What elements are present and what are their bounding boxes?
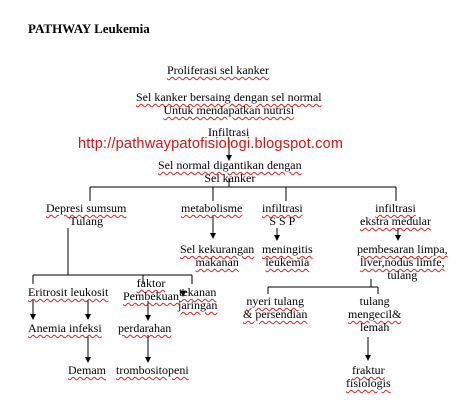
node-eritrosit [28,286,108,299]
node-sel-kekurangan-line-2: makanan [195,255,239,269]
node-bersaing-line-1: Sel kanker bersaing dengan sel normal [136,90,322,104]
node-infiltrasi-ekstra-line-2: ekstra medular [360,214,431,228]
node-fraktur-line-1: fraktur [352,363,385,377]
node-infiltrasi-ssp-line-2: S S P [269,214,296,228]
node-faktor [123,277,179,303]
node-demam [68,364,106,377]
node-metabolisme-line-1: metabolisme [181,201,243,215]
node-fraktur [346,364,391,390]
node-faktor-line-1: faktor [136,276,166,290]
node-infiltrasi-ekstra [360,202,431,228]
node-infiltrasi-ekstra-line-1: infiltrasi [375,201,416,215]
node-proliferasi-line-1: Proliferasi sel kanker [167,63,269,77]
node-tulang-mengecil-line-3: lemah [360,320,390,334]
node-tekanan [178,286,217,312]
node-pembesaran-line-1: pembesaran limpa, [357,242,448,256]
node-infiltrasi-ssp-line-1: infiltrasi [262,201,303,215]
node-demam-line-1: Demam [68,363,106,377]
node-pembesaran [357,243,448,282]
node-trombositopeni-line-1: trombositopeni [116,363,189,377]
node-pembesaran-line-3: tulang [387,268,418,282]
node-fraktur-line-2: fisiologis [346,376,391,390]
node-tekanan-line-2: jaringan [178,298,218,312]
node-sel-kekurangan-line-1: Sel kekurangan [180,242,255,256]
node-meningitis-line-2: leukemia [265,255,310,269]
node-sel-normal [158,159,302,185]
node-trombositopeni [116,364,189,377]
node-tulang-mengecil-line-2: mengecil& [348,307,402,321]
node-perdarahan-line-1: perdarahan [118,321,172,335]
node-anemia-line-1: Anemia infeksi [28,321,102,335]
node-anemia [28,322,102,335]
node-metabolisme [181,202,242,215]
node-meningitis [262,243,313,269]
node-nyeri-line-2: & persendian [243,307,308,321]
node-perdarahan [118,322,171,335]
node-nyeri [243,295,307,321]
node-sel-normal-line-2: Sel kanker [204,171,256,185]
node-tekanan-line-1: tekanan [179,285,217,299]
node-bersaing-line-2: Untuk mendapatkan nutrisi [163,103,295,117]
node-tulang-mengecil [348,295,401,334]
node-faktor-line-2: Pembekuan [123,289,179,303]
node-sel-kekurangan [180,243,254,269]
node-meningitis-line-1: meningitis [262,242,313,256]
node-bersaing [136,91,322,117]
node-depresi [46,202,126,228]
node-sel-normal-line-1: Sel normal digantikan dengan [158,158,302,172]
node-proliferasi [167,64,269,77]
watermark-url: http://pathwaypatofisiologi.blogspot.com [78,136,344,152]
page-title: PATHWAY Leukemia [28,21,150,36]
node-infiltrasi-line-1: Infiltrasi [208,125,250,139]
node-depresi-line-2: Tulang [69,214,103,228]
node-depresi-line-1: Depresi sumsum [46,201,127,215]
node-infiltrasi-ssp [262,202,303,228]
node-nyeri-line-1: nyeri tulang [246,294,304,308]
node-pembesaran-line-2: liver,nodus limfe, [360,255,445,269]
node-eritrosit-line-1: Eritrosit leukosit [28,285,109,299]
node-tulang-mengecil-line-1: tulang [359,294,390,308]
